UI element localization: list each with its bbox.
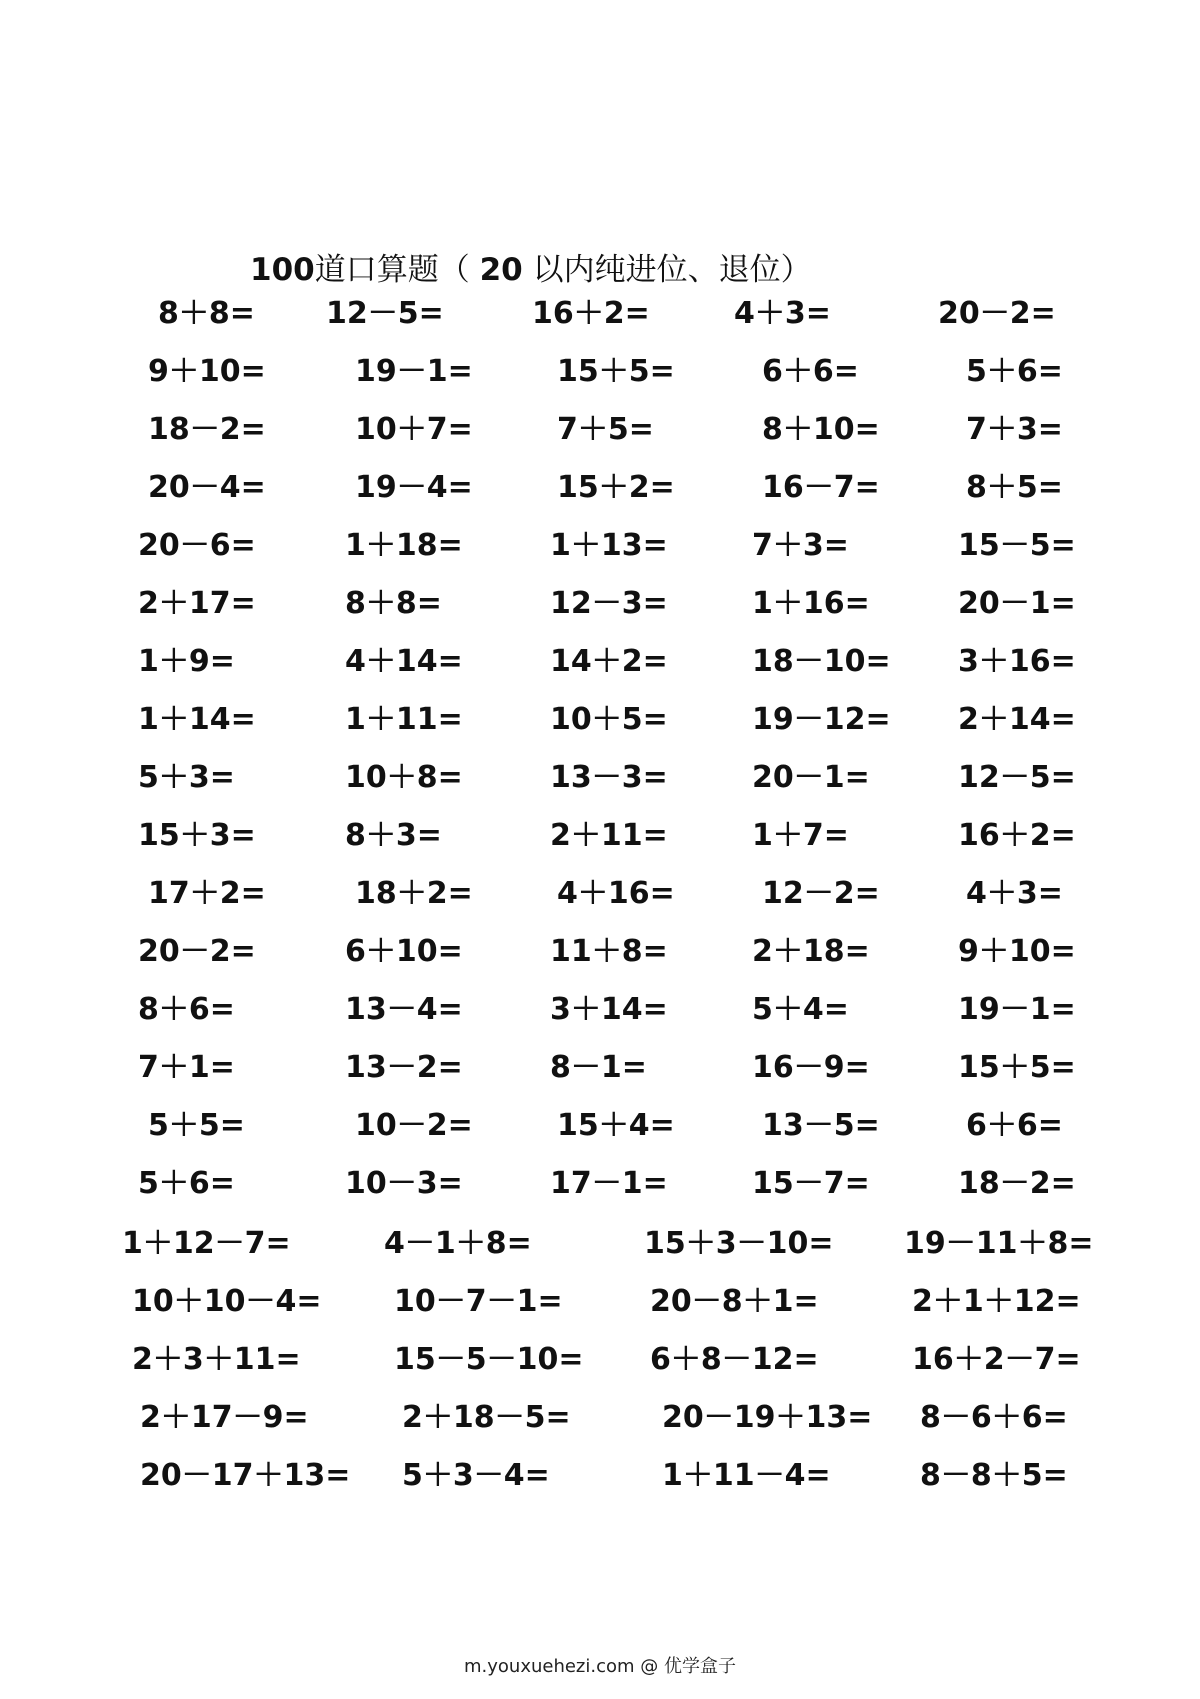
simple-row (0, 582, 1200, 626)
simple-problem: 15－7= (752, 1166, 870, 1201)
simple-problem: 16＋2= (958, 818, 1076, 853)
simple-problem: 18－10= (752, 644, 891, 679)
simple-problem: 4＋16= (557, 876, 675, 911)
simple-problem: 10＋5= (550, 702, 668, 737)
mixed-row (0, 1280, 1200, 1324)
simple-row (0, 524, 1200, 568)
simple-row (0, 930, 1200, 974)
simple-problem: 16＋2= (532, 296, 650, 331)
simple-problem: 8＋10= (762, 412, 880, 447)
simple-problem: 6＋6= (762, 354, 859, 389)
title-count: 100 (250, 252, 315, 288)
mixed-problem: 20－19＋13= (662, 1400, 873, 1435)
mixed-problem: 2＋1＋12= (912, 1284, 1081, 1319)
simple-problem: 10－3= (345, 1166, 463, 1201)
simple-problem: 13－2= (345, 1050, 463, 1085)
mixed-problem: 2＋18－5= (402, 1400, 571, 1435)
simple-problem: 5＋4= (752, 992, 849, 1027)
simple-problem: 20－2= (938, 296, 1056, 331)
mixed-row (0, 1396, 1200, 1440)
simple-problem: 12－3= (550, 586, 668, 621)
title-text: 道口算题（ (314, 252, 480, 288)
mixed-problem: 10－7－1= (394, 1284, 563, 1319)
simple-problem: 7＋3= (966, 412, 1063, 447)
simple-row (0, 350, 1200, 394)
simple-problem: 15＋5= (958, 1050, 1076, 1085)
worksheet-title (250, 250, 812, 290)
mixed-problem: 8－6＋6= (920, 1400, 1068, 1435)
simple-row (0, 872, 1200, 916)
simple-problem: 20－1= (958, 586, 1076, 621)
simple-problem: 2＋11= (550, 818, 668, 853)
simple-problem: 1＋7= (752, 818, 849, 853)
simple-problem: 20－2= (138, 934, 256, 969)
simple-problem: 7＋1= (138, 1050, 235, 1085)
simple-problem: 5＋6= (966, 354, 1063, 389)
simple-row (0, 988, 1200, 1032)
simple-problem: 4＋3= (966, 876, 1063, 911)
mixed-problem: 2＋17－9= (140, 1400, 309, 1435)
mixed-problem: 5＋3－4= (402, 1458, 550, 1493)
mixed-problem: 20－8＋1= (650, 1284, 819, 1319)
simple-problem: 1＋9= (138, 644, 235, 679)
simple-problem: 12－5= (958, 760, 1076, 795)
footer-credit: m.youxuehezi.com @ 优学盒子 (463, 1656, 736, 1677)
simple-row (0, 1104, 1200, 1148)
simple-row (0, 1162, 1200, 1206)
simple-problem: 10－2= (355, 1108, 473, 1143)
simple-problem: 15＋4= (557, 1108, 675, 1143)
simple-problem: 2＋14= (958, 702, 1076, 737)
simple-row (0, 698, 1200, 742)
simple-problem: 18＋2= (355, 876, 473, 911)
title-limit: 20 (479, 252, 523, 288)
mixed-problem: 15＋3－10= (644, 1226, 834, 1261)
simple-problem: 15＋5= (557, 354, 675, 389)
simple-problem: 16－9= (752, 1050, 870, 1085)
mixed-problem: 15－5－10= (394, 1342, 584, 1377)
simple-problem: 11＋8= (550, 934, 668, 969)
simple-row (0, 292, 1200, 336)
simple-problem: 13－3= (550, 760, 668, 795)
simple-problem: 9＋10= (958, 934, 1076, 969)
simple-problem: 5＋6= (138, 1166, 235, 1201)
simple-problem: 1＋14= (138, 702, 256, 737)
simple-problem: 20－6= (138, 528, 256, 563)
simple-problem: 9＋10= (148, 354, 266, 389)
simple-problem: 8＋8= (158, 296, 255, 331)
simple-row (0, 408, 1200, 452)
simple-problem: 4＋14= (345, 644, 463, 679)
simple-problem: 8＋3= (345, 818, 442, 853)
simple-problem: 19－1= (355, 354, 473, 389)
simple-problem: 1＋11= (345, 702, 463, 737)
mixed-problem: 10＋10－4= (132, 1284, 322, 1319)
simple-problem: 8－1= (550, 1050, 647, 1085)
mixed-row (0, 1338, 1200, 1382)
mixed-problem: 6＋8－12= (650, 1342, 819, 1377)
simple-problem: 14＋2= (550, 644, 668, 679)
simple-problem: 18－2= (958, 1166, 1076, 1201)
simple-problem: 6＋10= (345, 934, 463, 969)
title-tail: 以内纯进位、退位） (522, 252, 812, 288)
mixed-problem: 2＋3＋11= (132, 1342, 301, 1377)
simple-problem: 7＋3= (752, 528, 849, 563)
simple-problem: 6＋6= (966, 1108, 1063, 1143)
simple-problem: 3＋16= (958, 644, 1076, 679)
mixed-problem: 8－8＋5= (920, 1458, 1068, 1493)
simple-problem: 17＋2= (148, 876, 266, 911)
simple-problem: 1＋16= (752, 586, 870, 621)
simple-problem: 10＋8= (345, 760, 463, 795)
simple-problem: 10＋7= (355, 412, 473, 447)
simple-problem: 19－1= (958, 992, 1076, 1027)
mixed-problem: 1＋11－4= (662, 1458, 831, 1493)
simple-problem: 13－5= (762, 1108, 880, 1143)
mixed-problem: 16＋2－7= (912, 1342, 1081, 1377)
simple-problem: 1＋18= (345, 528, 463, 563)
simple-problem: 8＋8= (345, 586, 442, 621)
simple-problem: 5＋3= (138, 760, 235, 795)
simple-problem: 8＋6= (138, 992, 235, 1027)
simple-row (0, 756, 1200, 800)
simple-problem: 18－2= (148, 412, 266, 447)
simple-problem: 12－5= (326, 296, 444, 331)
simple-problem: 15－5= (958, 528, 1076, 563)
simple-row (0, 814, 1200, 858)
simple-row (0, 640, 1200, 684)
mixed-problem: 19－11＋8= (904, 1226, 1094, 1261)
mixed-problem: 4－1＋8= (384, 1226, 532, 1261)
mixed-problem: 20－17＋13= (140, 1458, 351, 1493)
simple-problem: 15＋3= (138, 818, 256, 853)
simple-problem: 19－4= (355, 470, 473, 505)
simple-problem: 8＋5= (966, 470, 1063, 505)
simple-problem: 3＋14= (550, 992, 668, 1027)
simple-problem: 4＋3= (734, 296, 831, 331)
simple-problem: 19－12= (752, 702, 891, 737)
mixed-problem: 1＋12－7= (122, 1226, 291, 1261)
simple-problem: 7＋5= (557, 412, 654, 447)
simple-problem: 2＋17= (138, 586, 256, 621)
simple-row (0, 466, 1200, 510)
simple-row (0, 1046, 1200, 1090)
simple-problem: 2＋18= (752, 934, 870, 969)
simple-problem: 15＋2= (557, 470, 675, 505)
simple-problem: 5＋5= (148, 1108, 245, 1143)
simple-problem: 20－4= (148, 470, 266, 505)
simple-problem: 20－1= (752, 760, 870, 795)
simple-problem: 1＋13= (550, 528, 668, 563)
simple-problem: 13－4= (345, 992, 463, 1027)
simple-problem: 16－7= (762, 470, 880, 505)
simple-problem: 12－2= (762, 876, 880, 911)
mixed-row (0, 1454, 1200, 1498)
mixed-row (0, 1222, 1200, 1266)
simple-problem: 17－1= (550, 1166, 668, 1201)
